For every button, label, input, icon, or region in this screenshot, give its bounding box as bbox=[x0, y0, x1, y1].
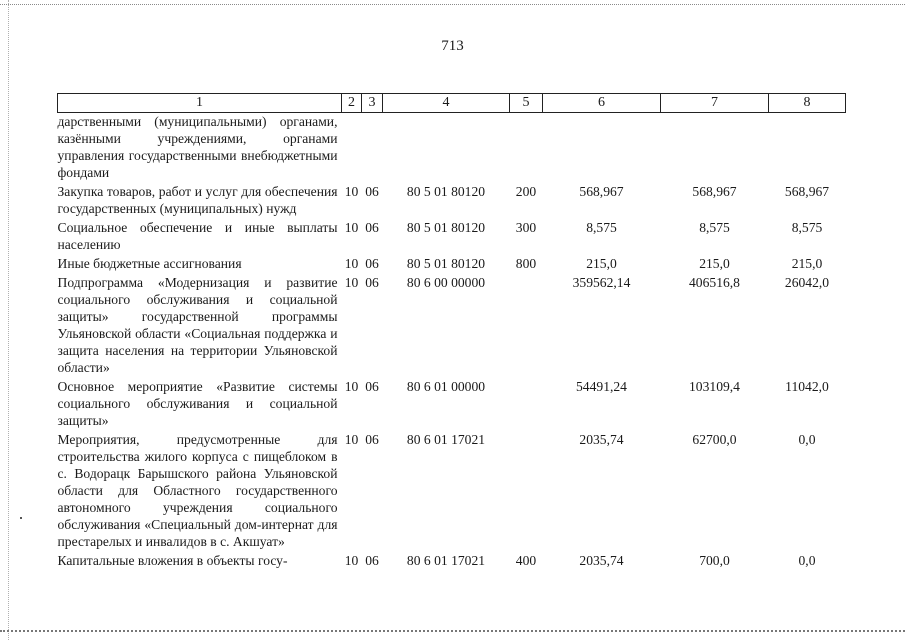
scan-speck bbox=[20, 517, 22, 519]
budget-table bbox=[57, 93, 846, 571]
column-header-4: 4 bbox=[383, 94, 510, 113]
row-target-code bbox=[383, 113, 510, 184]
row-name: Мероприятия, предусмотренные для строительства жилого корпуса с пищеблоком в с. Водорацк Барышского района Ульяновской области для Областного государственного автономного учреждения социального обслуживания «Специальный дом-интернат для престарелых и инвалидов в с. Акшуат» bbox=[57, 432, 338, 549]
row-section: 10 bbox=[344, 275, 359, 290]
table-row bbox=[58, 113, 846, 184]
table-row bbox=[58, 219, 846, 255]
page-number: 713 bbox=[441, 38, 464, 54]
row-subsection: 06 bbox=[365, 220, 379, 235]
row-subsection: 06 bbox=[365, 184, 379, 199]
column-header-2: 2 bbox=[342, 94, 362, 113]
row-target-code: 80 5 01 80120 bbox=[406, 256, 486, 271]
row-value-7: 62700,0 bbox=[692, 432, 737, 447]
row-value-7: 103109,4 bbox=[689, 379, 740, 394]
table-row bbox=[58, 552, 846, 571]
row-subsection: 06 bbox=[365, 256, 379, 271]
row-name: Иные бюджетные ассигнования bbox=[57, 256, 242, 271]
row-value-6: 215,0 bbox=[586, 256, 617, 271]
row-section bbox=[342, 113, 362, 184]
table-row bbox=[58, 183, 846, 219]
row-value-7: 568,967 bbox=[692, 184, 737, 199]
row-target-code: 80 6 01 00000 bbox=[406, 379, 486, 394]
row-value-8: 26042,0 bbox=[784, 275, 830, 290]
row-value-8 bbox=[769, 113, 846, 184]
row-target-code: 80 5 01 80120 bbox=[406, 184, 486, 199]
column-header-5: 5 bbox=[510, 94, 543, 113]
row-value-8: 8,575 bbox=[791, 220, 823, 235]
row-section: 10 bbox=[344, 220, 359, 235]
row-section: 10 bbox=[344, 553, 359, 568]
row-value-7: 700,0 bbox=[699, 553, 730, 568]
table-header-row bbox=[58, 94, 846, 113]
table-row bbox=[58, 378, 846, 431]
row-section: 10 bbox=[344, 379, 359, 394]
row-section: 10 bbox=[344, 184, 359, 199]
row-value-8: 568,967 bbox=[784, 184, 830, 199]
row-value-8: 11042,0 bbox=[785, 379, 829, 394]
row-value-6: 568,967 bbox=[579, 184, 624, 199]
row-value-6: 54491,24 bbox=[576, 379, 627, 394]
row-value-7 bbox=[661, 113, 769, 184]
row-section: 10 bbox=[344, 256, 359, 271]
table-body bbox=[58, 113, 846, 572]
row-value-8: 0,0 bbox=[798, 553, 816, 568]
row-subsection: 06 bbox=[365, 275, 379, 290]
scan-edge-bottom bbox=[0, 630, 905, 633]
table-row bbox=[58, 255, 846, 274]
row-name: дарственными (муниципальными) органами, казёнными учреждениями, органами управления государственными внебюджетными фондами bbox=[57, 114, 338, 180]
row-name: Социальное обеспечение и иные выплаты населению bbox=[57, 220, 338, 252]
row-expense-type: 800 bbox=[515, 256, 537, 271]
column-header-1: 1 bbox=[58, 94, 342, 113]
row-value-6: 2035,74 bbox=[579, 553, 624, 568]
row-value-6: 359562,14 bbox=[572, 275, 631, 290]
row-target-code: 80 6 01 17021 bbox=[406, 553, 486, 568]
row-expense-type: 400 bbox=[515, 553, 537, 568]
table-row bbox=[58, 431, 846, 552]
scan-edge-top bbox=[0, 4, 905, 6]
row-name: Основное мероприятие «Развитие системы социального обслуживания и социальной защиты» bbox=[57, 379, 338, 428]
table-row bbox=[58, 274, 846, 378]
row-expense-type: 200 bbox=[515, 184, 537, 199]
row-value-7: 406516,8 bbox=[689, 275, 740, 290]
row-name: Подпрограмма «Модернизация и развитие социального обслуживания и социальной защиты» государственной программы Ульяновской области «Социальная поддержка и защита населения на территории Ульяновской области» bbox=[57, 275, 338, 375]
row-subsection: 06 bbox=[365, 379, 379, 394]
row-value-7: 215,0 bbox=[699, 256, 730, 271]
row-expense-type: 300 bbox=[515, 220, 537, 235]
row-subsection: 06 bbox=[365, 553, 379, 568]
row-target-code: 80 6 00 00000 bbox=[406, 275, 486, 290]
row-target-code: 80 6 01 17021 bbox=[406, 432, 486, 447]
row-value-6: 8,575 bbox=[586, 220, 617, 235]
row-value-6: 2035,74 bbox=[579, 432, 624, 447]
row-expense-type bbox=[510, 274, 543, 378]
row-section: 10 bbox=[344, 432, 359, 447]
scan-edge-left bbox=[8, 0, 10, 640]
row-name: Капитальные вложения в объекты госу- bbox=[57, 553, 288, 568]
row-expense-type bbox=[510, 113, 543, 184]
column-header-7: 7 bbox=[661, 94, 769, 113]
row-subsection bbox=[362, 113, 383, 184]
row-value-7: 8,575 bbox=[699, 220, 730, 235]
row-value-6 bbox=[543, 113, 661, 184]
column-header-6: 6 bbox=[543, 94, 661, 113]
row-expense-type bbox=[510, 378, 543, 431]
row-subsection: 06 bbox=[365, 432, 379, 447]
row-expense-type bbox=[510, 431, 543, 552]
row-target-code: 80 5 01 80120 bbox=[406, 220, 486, 235]
column-header-3: 3 bbox=[362, 94, 383, 113]
row-value-8: 0,0 bbox=[798, 432, 816, 447]
column-header-8: 8 bbox=[769, 94, 846, 113]
row-value-8: 215,0 bbox=[791, 256, 823, 271]
row-name: Закупка товаров, работ и услуг для обеспечения государственных (муниципальных) нужд bbox=[57, 184, 338, 216]
